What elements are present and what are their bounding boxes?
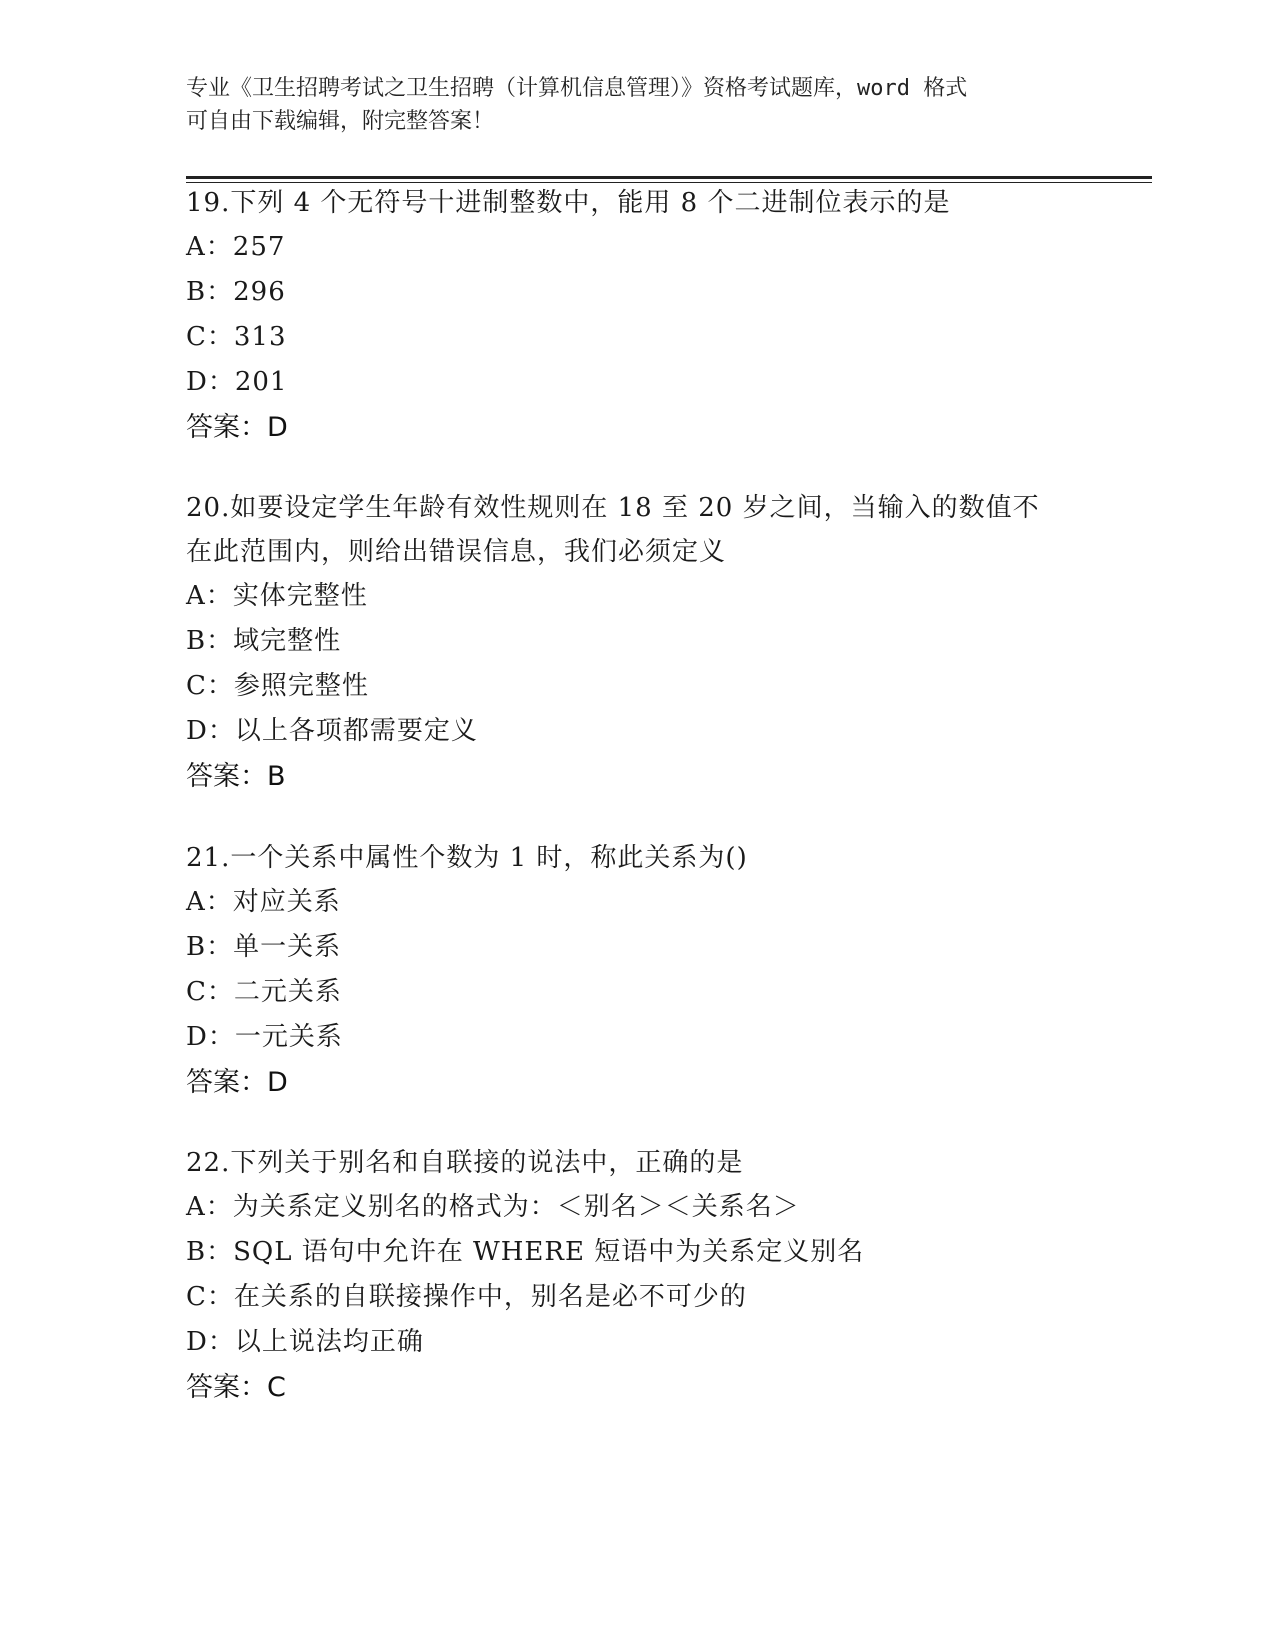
question-stem: 21.一个关系中属性个数为 1 时，称此关系为() — [186, 843, 748, 873]
question-20 — [186, 486, 1086, 800]
option-a: A：257 — [186, 232, 286, 262]
header-line-2: 可自由下载编辑，附完整答案！ — [186, 109, 495, 134]
option-c: C：参照完整性 — [186, 671, 369, 701]
option-a: A：实体完整性 — [186, 581, 368, 611]
option-d: D：以上各项都需要定义 — [186, 716, 478, 746]
header-rule-thick — [186, 176, 1152, 179]
option-b: B：域完整性 — [186, 626, 342, 656]
question-21 — [186, 836, 1086, 1106]
option-c: C：在关系的自联接操作中，别名是必不可少的 — [186, 1282, 747, 1312]
question-stem-line-2: 在此范围内，则给出错误信息，我们必须定义 — [186, 537, 727, 567]
question-stem: 22.下列关于别名和自联接的说法中，正确的是 — [186, 1148, 744, 1178]
option-c: C：二元关系 — [186, 977, 342, 1007]
option-d: D：以上说法均正确 — [186, 1327, 424, 1357]
option-c: C：313 — [186, 322, 287, 352]
option-b: B：单一关系 — [186, 932, 342, 962]
option-d: D：一元关系 — [186, 1022, 343, 1052]
header-line-1: 专业《卫生招聘考试之卫生招聘（计算机信息管理）》资格考试题库，word 格式 — [186, 76, 968, 101]
question-19 — [186, 181, 1086, 451]
document-header — [186, 72, 1086, 138]
option-a: A：对应关系 — [186, 887, 341, 917]
question-stem-line-1: 20.如要设定学生年龄有效性规则在 18 至 20 岁之间，当输入的数值不 — [186, 493, 1040, 523]
question-stem: 19.下列 4 个无符号十进制整数中，能用 8 个二进制位表示的是 — [186, 188, 951, 218]
answer-line: 答案：B — [186, 761, 286, 792]
option-b: B：296 — [186, 277, 286, 307]
option-b: B：SQL 语句中允许在 WHERE 短语中为关系定义别名 — [186, 1237, 865, 1267]
option-d: D：201 — [186, 367, 288, 397]
question-22 — [186, 1141, 1086, 1411]
answer-line: 答案：D — [186, 412, 288, 443]
answer-line: 答案：C — [186, 1372, 286, 1403]
answer-line: 答案：D — [186, 1067, 288, 1098]
option-a: A：为关系定义别名的格式为：＜别名＞＜关系名＞ — [186, 1192, 800, 1222]
